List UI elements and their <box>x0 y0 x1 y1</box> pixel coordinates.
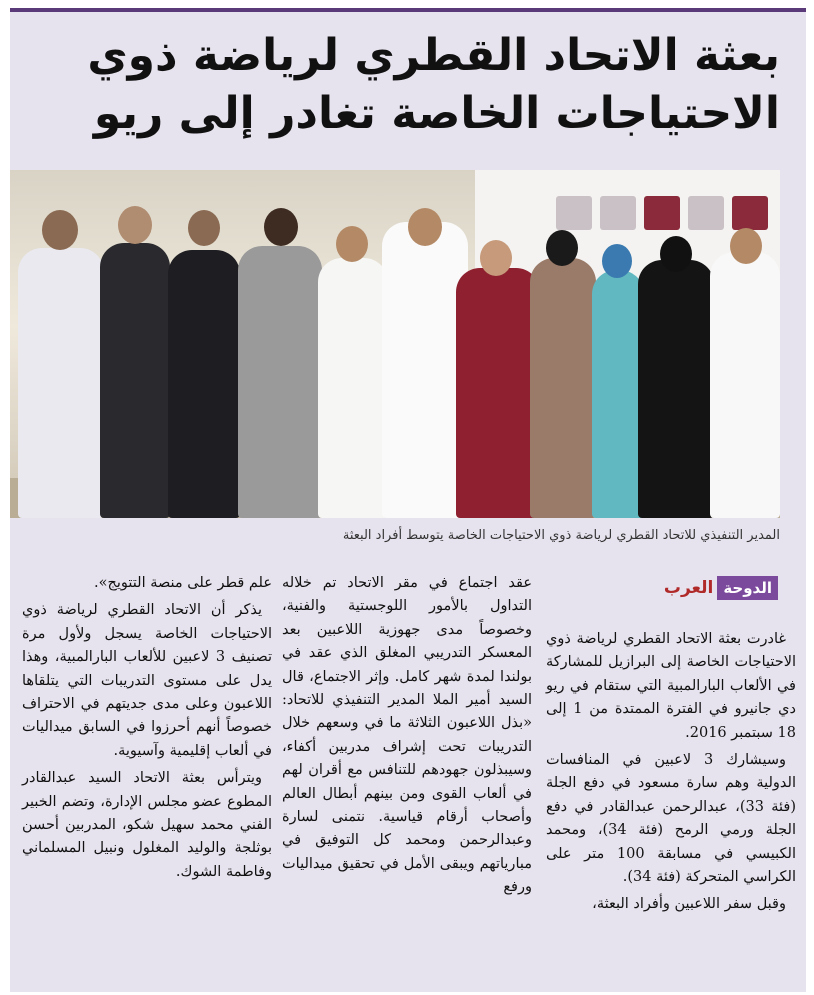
person-figure <box>456 268 540 518</box>
person-head <box>336 226 368 262</box>
sponsor-logo <box>600 196 636 230</box>
person-figure <box>638 260 714 518</box>
person-head <box>730 228 762 264</box>
person-figure <box>168 250 240 518</box>
person-head <box>480 240 512 276</box>
article-column-2 <box>282 572 532 904</box>
person-head <box>264 208 298 246</box>
source-badge <box>660 576 778 600</box>
team-photo <box>10 170 780 518</box>
paragraph: وقبل سفر اللاعبين وأفراد البعثة، <box>592 896 786 913</box>
paragraph: يذكر أن الاتحاد القطري لرياضة ذوي الاحتياجات الخاصة يسجل ولأول مرة تصنيف 3 لاعبين للألعاب البارالمبية، وهذا يدل على مستوى التدريبات التي يتلقاها اللاعبون وعلى مدى جديتهم في الاحتراف خصوصاً أنهم أحرزوا في السابق ميداليات في ألعاب إقليمية وآسيوية. <box>22 602 273 759</box>
person-figure <box>100 243 170 518</box>
article-column-1 <box>546 628 796 921</box>
paragraph: وسيشارك 3 لاعبين في المنافسات الدولية وهم سارة مسعود في دفع الجلة (فئة 33)، عبدالرحمن عبدالقادر في دفع الجلة ورمي الرمح (فئة 34)، ومحمد الكبيسي في مسابقة 100 متر على الكراسي المتحركة (فئة 34). <box>546 752 796 886</box>
paragraph: عقد اجتماع في مقر الاتحاد تم خلاله التداول بالأمور اللوجستية والفنية، وخصوصاً مدى جهوزية اللاعبين بعد المعسكر التدريبي المغلق الذي عقد في بولندا لمدة شهر كامل. وإثر الاجتماع، قال السيد أمير الملا المدير التنفيذي للاتحاد: «بذل اللاعبون الثلاثة ما في وسعهم خلال التدريبات تحت إشراف مدربين أكفاء، وسيبذلون جهودهم للتنافس مع أقران لهم في ألعاب القوى ومن بينهم أبطال العالم وأصحاب أرقام قياسية. نتمنى لسارة وعبدالرحمن ومحمد كل التوفيق في مبارياتهم ويبقى الأمل في تحقيق ميداليات ورفع <box>282 575 532 896</box>
article-column-3 <box>22 572 272 888</box>
person-figure <box>18 248 104 518</box>
photo-caption: المدير التنفيذي للاتحاد القطري لرياضة ذوي الاحتياجات الخاصة يتوسط أفراد البعثة <box>342 528 780 543</box>
person-head <box>546 230 578 266</box>
person-figure <box>592 270 644 518</box>
person-figure <box>710 252 780 518</box>
person-head <box>602 244 632 278</box>
person-head <box>408 208 442 246</box>
paragraph: علم قطر على منصة التتويج». <box>94 575 272 591</box>
sponsor-logo <box>644 196 680 230</box>
person-head <box>42 210 78 250</box>
sponsor-logos <box>478 196 768 236</box>
headline-line-2: الاحتياجات الخاصة تغادر إلى ريو <box>93 88 780 139</box>
person-head <box>660 236 692 272</box>
headline-line-1: بعثة الاتحاد القطري لرياضة ذوي <box>87 30 780 81</box>
paragraph: ويترأس بعثة الاتحاد السيد عبدالقادر المطوع عضو مجلس الإدارة، وتضم الخبير الفني محمد سهيل شكو، المدربين أحسن بوثلجة والوليد المغلول ونبيل المسلماني وفاطمة الشوك. <box>22 770 272 880</box>
source-badge-secondary: العرب <box>663 578 714 598</box>
paragraph: غادرت بعثة الاتحاد القطري لرياضة ذوي الاحتياجات الخاصة إلى البرازيل للمشاركة في الألعاب البارالمبية التي ستقام في ريو دي جانيرو في الفترة الممتدة من 1 إلى 18 سبتمبر 2016. <box>546 631 796 741</box>
source-badge-primary: الدوحة <box>717 576 778 600</box>
person-figure <box>238 246 322 518</box>
person-head <box>118 206 152 244</box>
sponsor-logo <box>732 196 768 230</box>
sponsor-logo <box>688 196 724 230</box>
person-figure <box>530 258 596 518</box>
person-head <box>188 210 220 246</box>
person-figure <box>318 258 388 518</box>
sponsor-logo <box>556 196 592 230</box>
